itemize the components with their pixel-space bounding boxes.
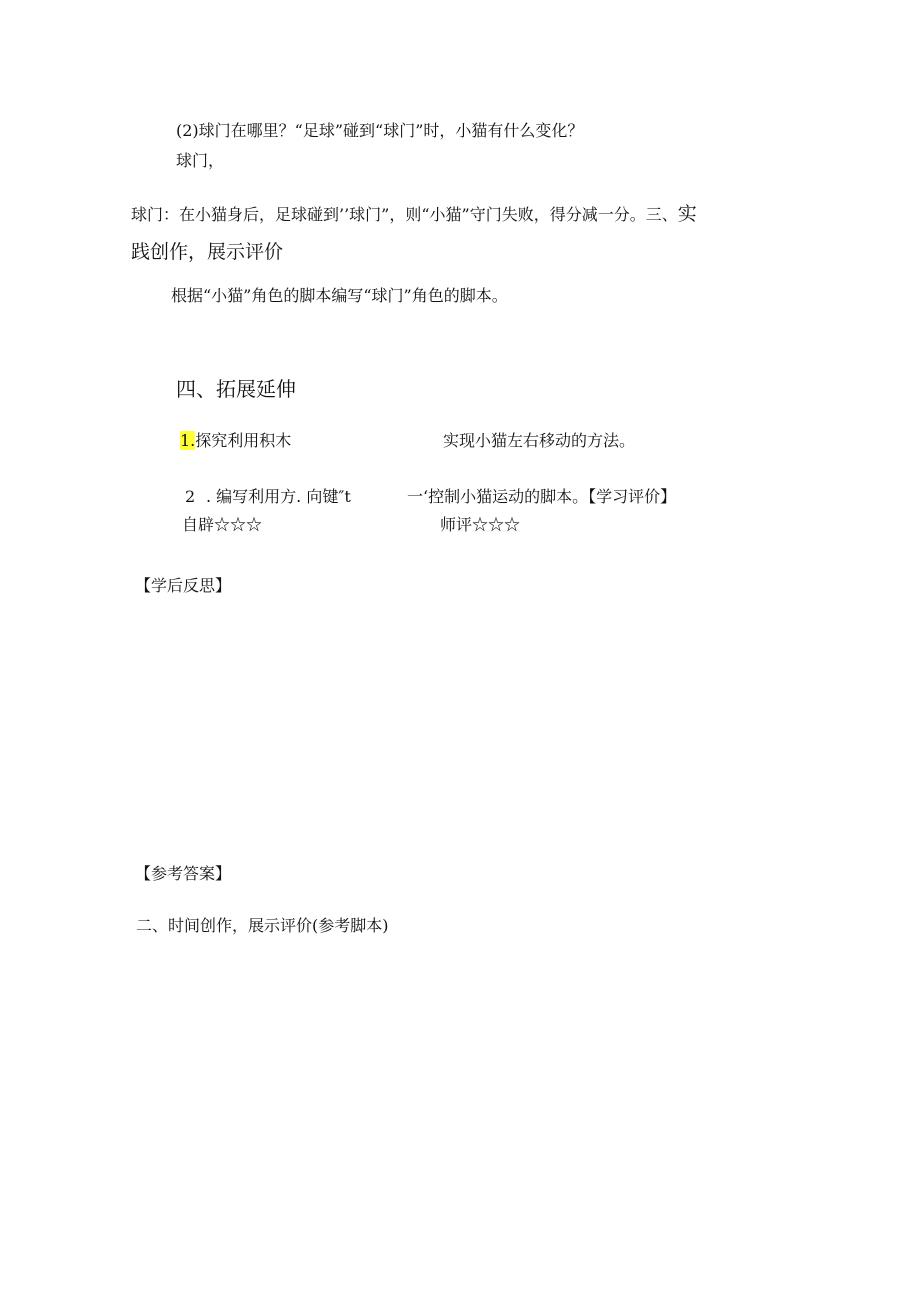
item-1-text: 探究利用积木 bbox=[195, 431, 292, 450]
question-2: (2)球门在哪里？“足球”碰到“球门”时，小猫有什么变化？ bbox=[176, 121, 584, 140]
extension-item-1-cont: 实现小猫左右移动的方法。 bbox=[443, 431, 636, 450]
section-4-title: 四、拓展延伸 bbox=[176, 377, 296, 401]
section-3-title: 践创作，展示评价 bbox=[131, 241, 284, 263]
task-instruction: 根据“小猫”角色的脚本编写“球门”角色的脚本。 bbox=[171, 286, 508, 305]
teacher-evaluation: 师评☆☆☆ bbox=[440, 515, 521, 534]
reference-answer-line: 二、时间创作，展示评价(参考脚本) bbox=[136, 916, 389, 935]
learning-evaluation-label: 【学习评价】 bbox=[588, 487, 677, 506]
extension-item-2-cont bbox=[407, 487, 676, 506]
answer-text: 球门：在小猫身后，足球碰到’’球门”，则“小猫”守门失败，得分减一分。三、 bbox=[131, 205, 678, 224]
item-2-text: 一‘控制小猫运动的脚本。 bbox=[407, 487, 589, 506]
extension-item-1 bbox=[180, 431, 291, 450]
item-2-number: 2 bbox=[185, 487, 196, 506]
reflection-heading: 【学后反思】 bbox=[135, 576, 232, 595]
answer-paragraph bbox=[131, 203, 697, 226]
self-evaluation: 自辟☆☆☆ bbox=[182, 515, 263, 534]
question-2-answer-label: 球门， bbox=[176, 151, 225, 170]
extension-item-2: . 编写利用方. 向键″t bbox=[206, 487, 351, 506]
item-1-number: 1. bbox=[180, 431, 196, 450]
answer-text-end: 实 bbox=[677, 203, 697, 225]
reference-answer-heading: 【参考答案】 bbox=[135, 864, 232, 883]
